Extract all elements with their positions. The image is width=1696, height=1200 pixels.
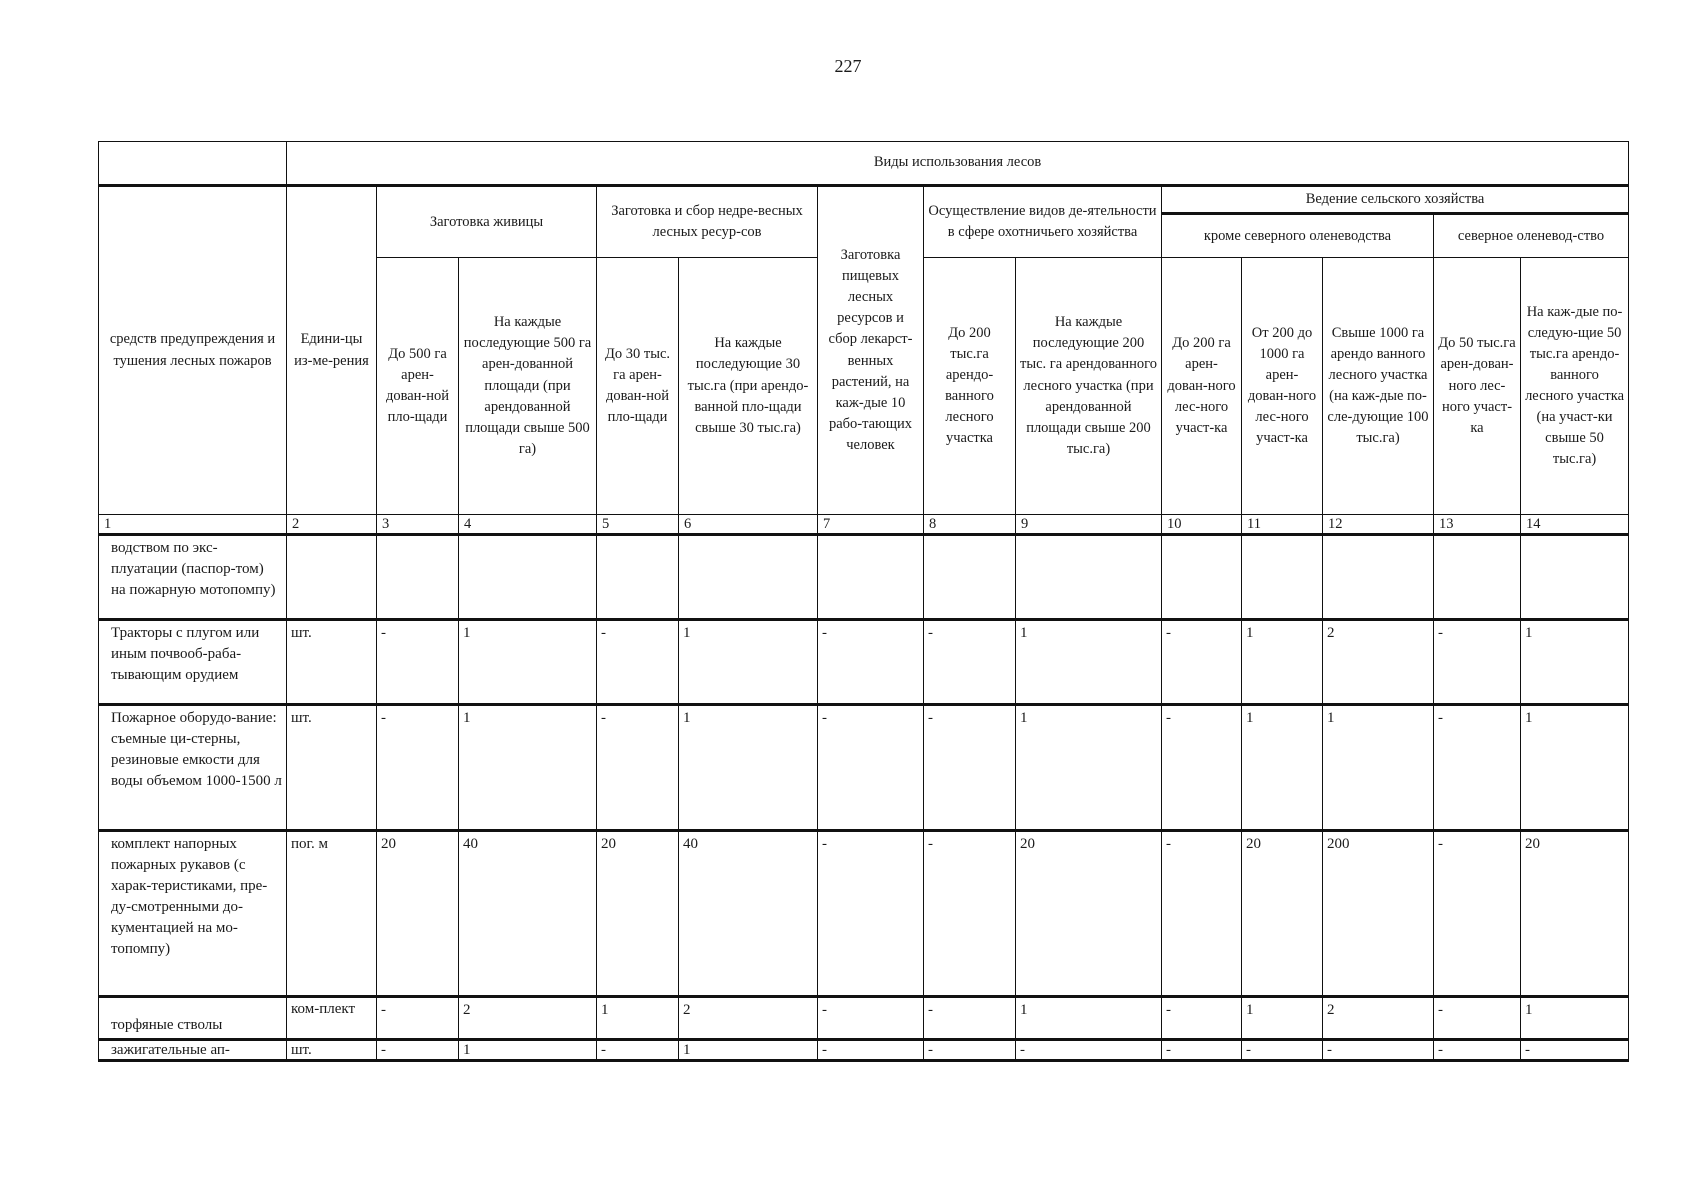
- header-nedrevesnye: Заготовка и сбор недре-весных лесных ресур-сов: [597, 186, 818, 258]
- table-cell: [1016, 535, 1162, 620]
- table-cell: 1: [1242, 705, 1323, 831]
- table-cell: 20: [1521, 831, 1629, 997]
- table-cell: -: [377, 997, 459, 1040]
- table-cell: торфяные стволы: [99, 997, 287, 1040]
- header-sub-6: На каждые последующие 30 тыс.га (при арендо-ванной пло-щади свыше 30 тыс.га): [679, 258, 818, 515]
- table-cell: -: [1162, 705, 1242, 831]
- table-row: [99, 620, 1629, 705]
- table-cell: [1521, 535, 1629, 620]
- table-cell: [1434, 535, 1521, 620]
- table-cell: 1: [1521, 620, 1629, 705]
- table-cell: 1: [1521, 997, 1629, 1040]
- col-number: 13: [1434, 515, 1521, 535]
- header-pishchevye: Заготовка пищевых лесных ресурсов и сбор лекарст-венных растений, на каж-дые 10 рабо-тающих человек: [818, 186, 924, 515]
- header-krome-olenevodstva: кроме северного оленеводства: [1162, 214, 1434, 258]
- table-cell: -: [377, 705, 459, 831]
- table-cell: 200: [1323, 831, 1434, 997]
- col-number: 4: [459, 515, 597, 535]
- header-sub-12: Свыше 1000 га арендо ванного лесного участка (на каж-дые по-сле-дующие 100 тыс.га): [1323, 258, 1434, 515]
- table-cell: [597, 535, 679, 620]
- header-col2-units: Едини-цы из-ме-рения: [287, 186, 377, 515]
- table-cell: -: [1521, 1040, 1629, 1061]
- table-cell: -: [924, 1040, 1016, 1061]
- col-number: 11: [1242, 515, 1323, 535]
- table-cell: 1: [459, 1040, 597, 1061]
- table-cell: -: [1162, 831, 1242, 997]
- table-cell: комплект напорных пожарных рукавов (с харак-теристиками, пре-ду-смотренными до-кументацией на мо-топомпу): [99, 831, 287, 997]
- table-row: [99, 535, 1629, 620]
- table-cell: -: [597, 620, 679, 705]
- table-cell: 1: [1242, 620, 1323, 705]
- table-cell: шт.: [287, 620, 377, 705]
- table-cell: водством по экс-плуатации (паспор-том) на пожарную мотопомпу): [99, 535, 287, 620]
- table-cell: -: [818, 620, 924, 705]
- table-cell: -: [377, 1040, 459, 1061]
- table-cell: зажигательные ап-: [99, 1040, 287, 1061]
- table-cell: -: [818, 997, 924, 1040]
- header-group-title: Виды использования лесов: [287, 142, 1629, 186]
- table-cell: -: [924, 620, 1016, 705]
- col-number: 12: [1323, 515, 1434, 535]
- table-cell: 1: [597, 997, 679, 1040]
- table-cell: -: [818, 831, 924, 997]
- col-number: 2: [287, 515, 377, 535]
- header-empty-cell: [99, 142, 287, 186]
- table-row: [99, 831, 1629, 997]
- fire-equipment-table-wrapper: [98, 141, 1628, 1062]
- header-sub-9: На каждые последующие 200 тыс. га арендованного лесного участка (при арендованной площади свыше 200 тыс.га): [1016, 258, 1162, 515]
- header-sub-5: До 30 тыс. га арен-дован-ной пло-щади: [597, 258, 679, 515]
- table-cell: 40: [679, 831, 818, 997]
- table-cell: -: [1162, 1040, 1242, 1061]
- table-cell: 20: [1016, 831, 1162, 997]
- col-number: 9: [1016, 515, 1162, 535]
- table-cell: 1: [1323, 705, 1434, 831]
- table-row: [99, 705, 1629, 831]
- header-zhivica: Заготовка живицы: [377, 186, 597, 258]
- table-cell: 40: [459, 831, 597, 997]
- table-cell: ком-плект: [287, 997, 377, 1040]
- column-number-row: [99, 515, 1629, 535]
- table-cell: -: [818, 705, 924, 831]
- page-number: 227: [834, 56, 862, 76]
- col-number: 10: [1162, 515, 1242, 535]
- header-sub-13: До 50 тыс.га арен-дован-ного лес-ного участ-ка: [1434, 258, 1521, 515]
- table-cell: -: [1434, 705, 1521, 831]
- table-row: [99, 1040, 1629, 1061]
- table-cell: [377, 535, 459, 620]
- header-olenevodstvo: северное оленевод-ство: [1434, 214, 1629, 258]
- table-cell: [1242, 535, 1323, 620]
- header-ohota: Осуществление видов де-ятельности в сфере охотничьего хозяйства: [924, 186, 1162, 258]
- table-cell: -: [597, 1040, 679, 1061]
- table-cell: 2: [679, 997, 818, 1040]
- table-cell: -: [924, 705, 1016, 831]
- table-cell: 2: [459, 997, 597, 1040]
- table-cell: 1: [459, 705, 597, 831]
- table-cell: [287, 535, 377, 620]
- table-cell: -: [818, 1040, 924, 1061]
- table-cell: -: [1434, 1040, 1521, 1061]
- table-cell: 1: [1521, 705, 1629, 831]
- table-cell: [459, 535, 597, 620]
- table-cell: пог. м: [287, 831, 377, 997]
- table-cell: -: [377, 620, 459, 705]
- table-cell: -: [597, 705, 679, 831]
- table-cell: 1: [1242, 997, 1323, 1040]
- table-cell: [818, 535, 924, 620]
- header-selhoz: Ведение сельского хозяйства: [1162, 186, 1629, 214]
- table-cell: шт.: [287, 1040, 377, 1061]
- table-cell: -: [1434, 997, 1521, 1040]
- table-cell: -: [1016, 1040, 1162, 1061]
- table-cell: -: [1434, 620, 1521, 705]
- col-number: 8: [924, 515, 1016, 535]
- header-sub-8: До 200 тыс.га арендо-ванного лесного участка: [924, 258, 1016, 515]
- table-cell: -: [924, 997, 1016, 1040]
- table-cell: 1: [1016, 620, 1162, 705]
- col-number: 14: [1521, 515, 1629, 535]
- table-cell: -: [1434, 831, 1521, 997]
- col-number: 1: [99, 515, 287, 535]
- table-cell: -: [924, 831, 1016, 997]
- table-cell: -: [1323, 1040, 1434, 1061]
- header-sub-3: До 500 га арен-дован-ной пло-щади: [377, 258, 459, 515]
- fire-equipment-table: [98, 141, 1629, 1062]
- header-col1: средств предупреждения и тушения лесных пожаров: [99, 186, 287, 515]
- table-cell: 20: [597, 831, 679, 997]
- table-row: [99, 997, 1629, 1040]
- table-cell: шт.: [287, 705, 377, 831]
- table-cell: 20: [1242, 831, 1323, 997]
- table-cell: [924, 535, 1016, 620]
- table-cell: 2: [1323, 620, 1434, 705]
- table-cell: 1: [459, 620, 597, 705]
- table-cell: 1: [679, 705, 818, 831]
- table-cell: 1: [1016, 997, 1162, 1040]
- table-cell: 2: [1323, 997, 1434, 1040]
- header-sub-10: До 200 га арен-дован-ного лес-ного участ-ка: [1162, 258, 1242, 515]
- table-cell: [1162, 535, 1242, 620]
- col-number: 3: [377, 515, 459, 535]
- table-cell: 20: [377, 831, 459, 997]
- col-number: 7: [818, 515, 924, 535]
- col-number: 5: [597, 515, 679, 535]
- table-cell: 1: [679, 1040, 818, 1061]
- table-cell: 1: [679, 620, 818, 705]
- header-sub-4: На каждые последующие 500 га арен-дованной площади (при арендованной площади свыше 500 га): [459, 258, 597, 515]
- table-cell: -: [1242, 1040, 1323, 1061]
- col-number: 6: [679, 515, 818, 535]
- table-cell: 1: [1016, 705, 1162, 831]
- header-sub-14: На каж-дые по-следую-щие 50 тыс.га арендо-ванного лесного участка (на участ-ки свыше 50 тыс.га): [1521, 258, 1629, 515]
- table-cell: -: [1162, 997, 1242, 1040]
- header-sub-11: От 200 до 1000 га арен-дован-ного лес-ного участ-ка: [1242, 258, 1323, 515]
- table-cell: [1323, 535, 1434, 620]
- table-cell: Тракторы с плугом или иным почвооб-раба-тывающим орудием: [99, 620, 287, 705]
- table-cell: Пожарное оборудо-вание: съемные ци-стерны, резиновые емкости для воды объемом 1000-1500 л: [99, 705, 287, 831]
- table-cell: [679, 535, 818, 620]
- table-cell: -: [1162, 620, 1242, 705]
